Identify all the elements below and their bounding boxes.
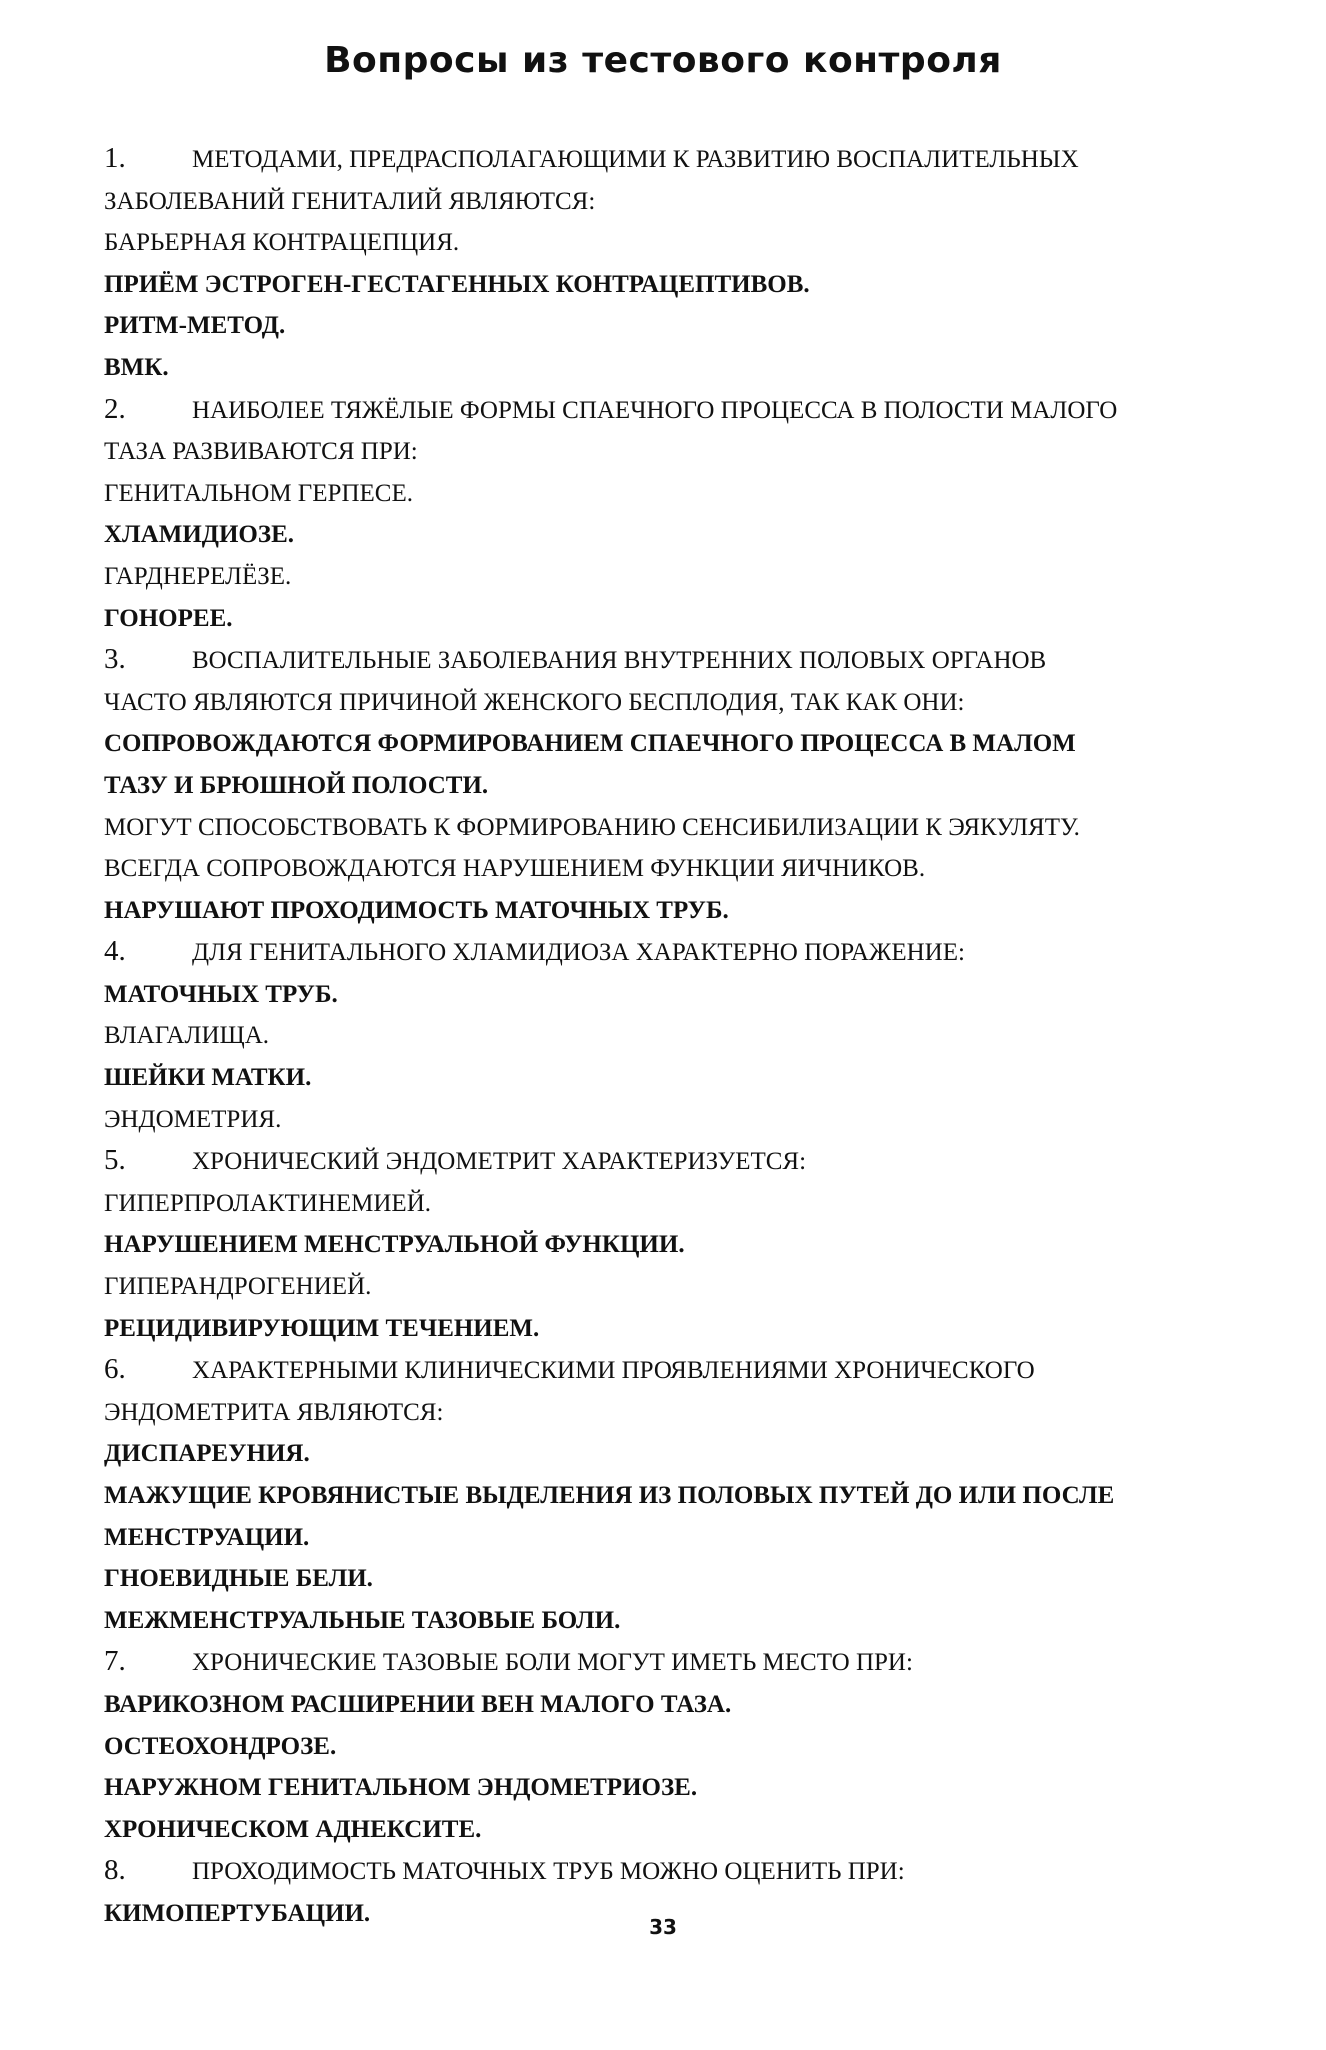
- question-block: [104, 1349, 1244, 1641]
- answer-option-highlighted: ХРОНИЧЕСКОМ АДНЕКСИТЕ.: [104, 1815, 482, 1843]
- answer-option: БАРЬЕРНАЯ КОНТРАЦЕПЦИЯ.: [104, 229, 460, 257]
- answer-option-highlighted: РИТМ-МЕТОД.: [104, 312, 286, 340]
- answer-option: ГЕНИТАЛЬНОМ ГЕРПЕСЕ.: [104, 479, 413, 507]
- page-number: 33: [649, 1915, 677, 1939]
- question-block: [104, 138, 1244, 389]
- answer-option: ГИПЕРПРОЛАКТИНЕМИЕЙ.: [104, 1189, 432, 1217]
- answer-option-highlighted: ПРИЁМ ЭСТРОГЕН-ГЕСТАГЕННЫХ КОНТРАЦЕПТИВОВ.: [104, 270, 810, 298]
- question-text: [104, 931, 1244, 974]
- question-block: [104, 931, 1244, 1140]
- answer-option: ВЛАГАЛИЩА.: [104, 1022, 270, 1050]
- question-block: [104, 639, 1244, 931]
- question-text: [104, 138, 1244, 181]
- answer-option-highlighted: ТАЗУ И БРЮШНОЙ ПОЛОСТИ.: [104, 771, 489, 799]
- answer-option-highlighted: НАРУШАЮТ ПРОХОДИМОСТЬ МАТОЧНЫХ ТРУБ.: [104, 896, 729, 924]
- question-number: 7.: [104, 1645, 126, 1678]
- question-text-line: ХРОНИЧЕСКИЕ ТАЗОВЫЕ БОЛИ МОГУТ ИМЕТЬ МЕСТО ПРИ:: [192, 1649, 913, 1677]
- answer-option-highlighted: ГНОЕВИДНЫЕ БЕЛИ.: [104, 1565, 373, 1593]
- question-text-line: ЭНДОМЕТРИТА ЯВЛЯЮТСЯ:: [104, 1398, 444, 1426]
- question-text-line: ЧАСТО ЯВЛЯЮТСЯ ПРИЧИНОЙ ЖЕНСКОГО БЕСПЛОДИЯ, ТАК КАК ОНИ:: [104, 688, 965, 716]
- question-text: [104, 389, 1244, 432]
- question-text-line: МЕТОДАМИ, ПРЕДРАСПОЛАГАЮЩИМИ К РАЗВИТИЮ ВОСПАЛИТЕЛЬНЫХ: [192, 146, 1079, 173]
- answer-option-highlighted: НАРУШЕНИЕМ МЕНСТРУАЛЬНОЙ ФУНКЦИИ.: [104, 1231, 685, 1259]
- answer-option-highlighted: НАРУЖНОМ ГЕНИТАЛЬНОМ ЭНДОМЕТРИОЗЕ.: [104, 1774, 698, 1802]
- question-block: [104, 1140, 1244, 1349]
- answer-option-highlighted: РЕЦИДИВИРУЮЩИМ ТЕЧЕНИЕМ.: [104, 1314, 540, 1342]
- question-text-line: НАИБОЛЕЕ ТЯЖЁЛЫЕ ФОРМЫ СПАЕЧНОГО ПРОЦЕССА В ПОЛОСТИ МАЛОГО: [192, 396, 1118, 424]
- answer-option: ВСЕГДА СОПРОВОЖДАЮТСЯ НАРУШЕНИЕМ ФУНКЦИИ ЯИЧНИКОВ.: [104, 855, 926, 883]
- question-number: 5.: [104, 1144, 126, 1177]
- answer-option-highlighted: ВАРИКОЗНОМ РАСШИРЕНИИ ВЕН МАЛОГО ТАЗА.: [104, 1690, 732, 1718]
- answer-option-highlighted: ХЛАМИДИОЗЕ.: [104, 521, 294, 549]
- answer-option-highlighted: МЕЖМЕНСТРУАЛЬНЫЕ ТАЗОВЫЕ БОЛИ.: [104, 1606, 621, 1634]
- page-title: Вопросы из тестового контроля: [324, 40, 1002, 81]
- answer-option-highlighted: ВМК.: [104, 353, 169, 381]
- question-text-line: ТАЗА РАЗВИВАЮТСЯ ПРИ:: [104, 438, 418, 466]
- answer-option-highlighted: ДИСПАРЕУНИЯ.: [104, 1440, 310, 1468]
- answer-option-highlighted: МАЖУЩИЕ КРОВЯНИСТЫЕ ВЫДЕЛЕНИЯ ИЗ ПОЛОВЫХ ПУТЕЙ ДО ИЛИ ПОСЛЕ: [104, 1482, 1115, 1509]
- question-list: [104, 138, 1244, 1935]
- question-text-line: ХАРАКТЕРНЫМИ КЛИНИЧЕСКИМИ ПРОЯВЛЕНИЯМИ ХРОНИЧЕСКОГО: [192, 1357, 1035, 1385]
- question-number: 2.: [104, 392, 126, 425]
- answer-option-highlighted: ГОНОРЕЕ.: [104, 604, 233, 632]
- question-number: 6.: [104, 1353, 126, 1386]
- question-number: 3.: [104, 643, 126, 676]
- answer-option: ГИПЕРАНДРОГЕНИЕЙ.: [104, 1273, 372, 1301]
- answer-option-highlighted: ШЕЙКИ МАТКИ.: [104, 1064, 312, 1092]
- answer-option: МОГУТ СПОСОБСТВОВАТЬ К ФОРМИРОВАНИЮ СЕНСИБИЛИЗАЦИИ К ЭЯКУЛЯТУ.: [104, 813, 1080, 841]
- question-number: 1.: [104, 142, 126, 174]
- question-text-line: ДЛЯ ГЕНИТАЛЬНОГО ХЛАМИДИОЗА ХАРАКТЕРНО ПОРАЖЕНИЕ:: [192, 939, 965, 967]
- question-text: [104, 1140, 1244, 1183]
- question-number: 8.: [104, 1854, 126, 1887]
- question-text-line: ПРОХОДИМОСТЬ МАТОЧНЫХ ТРУБ МОЖНО ОЦЕНИТЬ ПРИ:: [192, 1858, 905, 1886]
- answer-option-highlighted: ОСТЕОХОНДРОЗЕ.: [104, 1732, 337, 1760]
- question-block: [104, 1641, 1244, 1850]
- question-text-line: ХРОНИЧЕСКИЙ ЭНДОМЕТРИТ ХАРАКТЕРИЗУЕТСЯ:: [192, 1148, 807, 1176]
- answer-option-highlighted: МЕНСТРУАЦИИ.: [104, 1523, 310, 1551]
- answer-option: ЭНДОМЕТРИЯ.: [104, 1105, 282, 1133]
- question-text: [104, 1641, 1244, 1684]
- question-text: [104, 639, 1244, 682]
- answer-option: ГАРДНЕРЕЛЁЗЕ.: [104, 562, 292, 590]
- question-text: [104, 1349, 1244, 1392]
- answer-option-highlighted: КИМОПЕРТУБАЦИИ.: [104, 1899, 371, 1927]
- question-text-line: ЗАБОЛЕВАНИЙ ГЕНИТАЛИЙ ЯВЛЯЮТСЯ:: [104, 187, 596, 215]
- answer-option-highlighted: МАТОЧНЫХ ТРУБ.: [104, 980, 338, 1008]
- answer-option-highlighted: СОПРОВОЖДАЮТСЯ ФОРМИРОВАНИЕМ СПАЕЧНОГО ПРОЦЕССА В МАЛОМ: [104, 730, 1076, 758]
- question-block: [104, 389, 1244, 640]
- question-text-line: ВОСПАЛИТЕЛЬНЫЕ ЗАБОЛЕВАНИЯ ВНУТРЕННИХ ПОЛОВЫХ ОРГАНОВ: [192, 647, 1047, 675]
- question-number: 4.: [104, 935, 126, 968]
- question-text: [104, 1850, 1244, 1893]
